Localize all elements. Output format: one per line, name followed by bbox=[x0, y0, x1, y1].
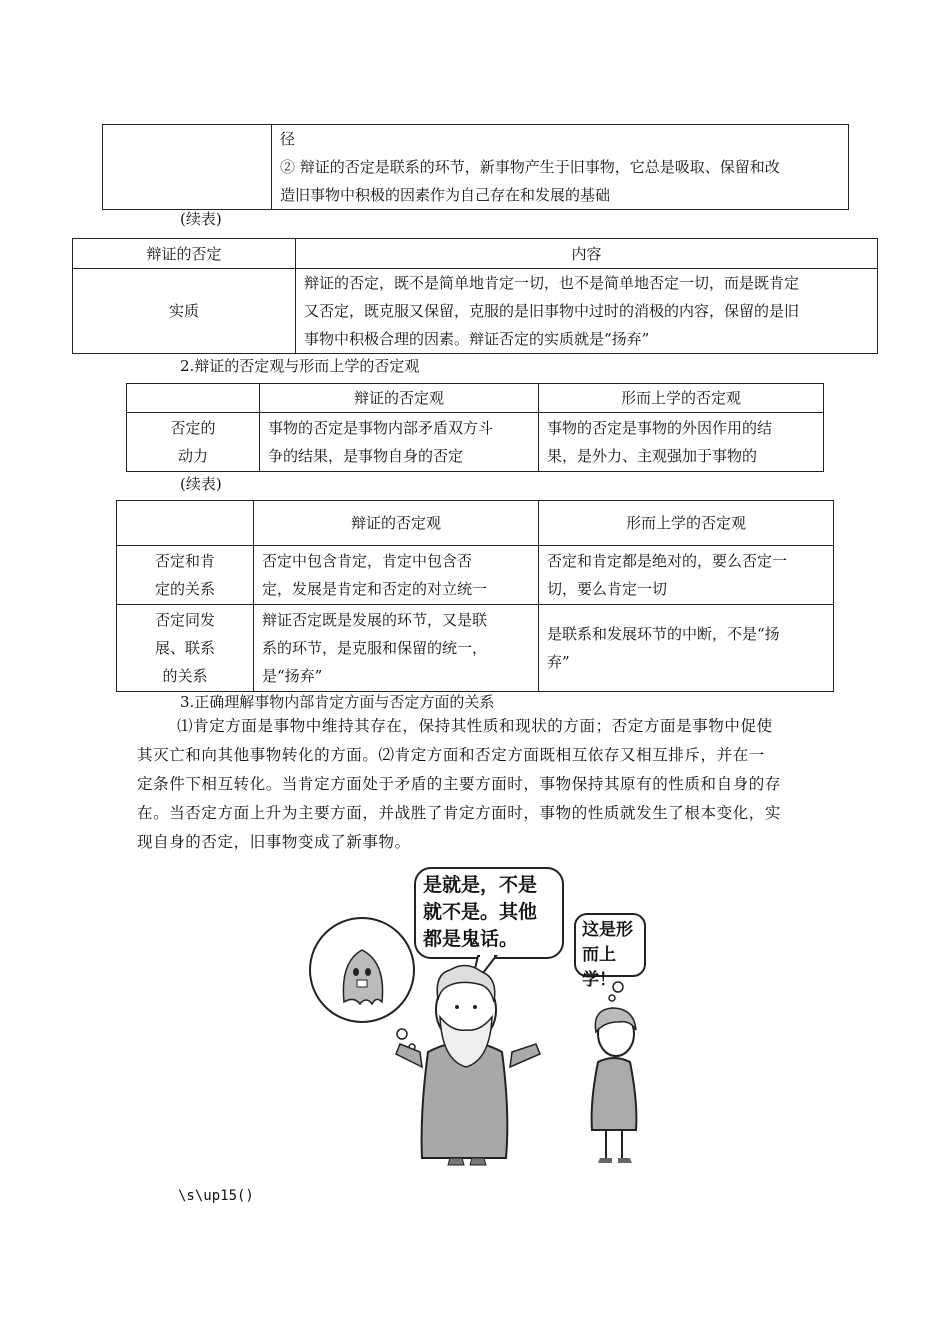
speech-bubble-left: 是就是，不是 就不是。其他 都是鬼话。 bbox=[423, 874, 538, 950]
row-label: 实质 bbox=[73, 269, 296, 354]
table-cell-empty bbox=[103, 125, 272, 210]
footer-code: \s\up15() bbox=[178, 1188, 254, 1204]
paragraph-line: ⑴肯定方面是事物中维持其存在，保持其性质和现状的方面；否定方面是事物中促使 bbox=[177, 717, 773, 735]
table-header: 辩证的否定观 bbox=[260, 384, 539, 413]
speech-bubble-right: 这是形 而上学！ bbox=[582, 920, 633, 990]
table-cell-content: 事物的否定是事物内部矛盾双方斗 争的结果，是事物自身的否定 bbox=[260, 413, 539, 472]
table-cell-content bbox=[272, 125, 849, 210]
table-comparison-2 bbox=[116, 500, 834, 692]
table-cell-content: 否定和肯定都是绝对的，要么否定一 切，要么肯定一切 bbox=[539, 546, 834, 605]
table-line: 造旧事物中积极的因素作为自己存在和发展的基础 bbox=[280, 186, 611, 204]
body-paragraph bbox=[137, 712, 827, 857]
table-line: 径 bbox=[280, 130, 296, 148]
row-label: 否定和肯 定的关系 bbox=[117, 546, 254, 605]
paragraph-line: 其灭亡和向其他事物转化的方面。⑵肯定方面和否定方面既相互依存又相互排斥，并在一 bbox=[137, 746, 765, 764]
cartoon-illustration bbox=[300, 862, 660, 1167]
table-cell-content: 事物的否定是事物的外因作用的结 果，是外力、主观强加于事物的 bbox=[539, 413, 824, 472]
row-label: 否定的 动力 bbox=[127, 413, 260, 472]
table-line: 事物中积极合理的因素。辩证否定的实质就是“扬弃” bbox=[304, 330, 650, 348]
section-title: 2.辩证的否定观与形而上学的否定观 bbox=[180, 357, 420, 375]
table-continued-top bbox=[102, 124, 849, 210]
table-comparison-1 bbox=[126, 383, 824, 472]
paragraph-line: 在。当否定方面上升为主要方面，并战胜了肯定方面时，事物的性质就发生了根本变化，实 bbox=[137, 804, 782, 822]
table-header: 辩证的否定观 bbox=[254, 501, 539, 546]
table-line: ② 辩证的否定是联系的环节，新事物产生于旧事物，它总是吸取、保留和改 bbox=[280, 158, 780, 176]
philosopher-figure bbox=[396, 965, 540, 1165]
table-header: 内容 bbox=[296, 239, 878, 269]
table-line: 又否定，既克服又保留，克服的是旧事物中过时的消极的内容，保留的是旧 bbox=[304, 302, 800, 320]
table-line: 辩证的否定，既不是简单地肯定一切，也不是简单地否定一切，而是既肯定 bbox=[304, 274, 800, 292]
table-cell-content: 是联系和发展环节的中断，不是“扬 弃” bbox=[539, 605, 834, 692]
table-header: 形而上学的否定观 bbox=[539, 384, 824, 413]
paragraph-line: 定条件下相互转化。当肯定方面处于矛盾的主要方面时，事物保持其原有的性质和自身的存 bbox=[137, 775, 782, 793]
continued-label: (续表) bbox=[180, 210, 222, 228]
table-cell-content bbox=[296, 269, 878, 354]
table-header: 形而上学的否定观 bbox=[539, 501, 834, 546]
table-header-empty bbox=[117, 501, 254, 546]
table-header: 辩证的否定 bbox=[73, 239, 296, 269]
student-figure bbox=[592, 1008, 637, 1163]
paragraph-line: 现自身的否定，旧事物变成了新事物。 bbox=[137, 833, 411, 851]
section-title: 3.正确理解事物内部肯定方面与否定方面的关系 bbox=[180, 693, 495, 711]
row-label: 否定同发 展、联系 的关系 bbox=[117, 605, 254, 692]
table-cell-content: 辩证否定既是发展的环节，又是联 系的环节，是克服和保留的统一， 是“扬弃” bbox=[254, 605, 539, 692]
continued-label: (续表) bbox=[180, 475, 222, 493]
table-header-empty bbox=[127, 384, 260, 413]
table-dialectical-negation bbox=[72, 238, 878, 354]
table-cell-content: 否定中包含肯定，肯定中包含否 定，发展是肯定和否定的对立统一 bbox=[254, 546, 539, 605]
